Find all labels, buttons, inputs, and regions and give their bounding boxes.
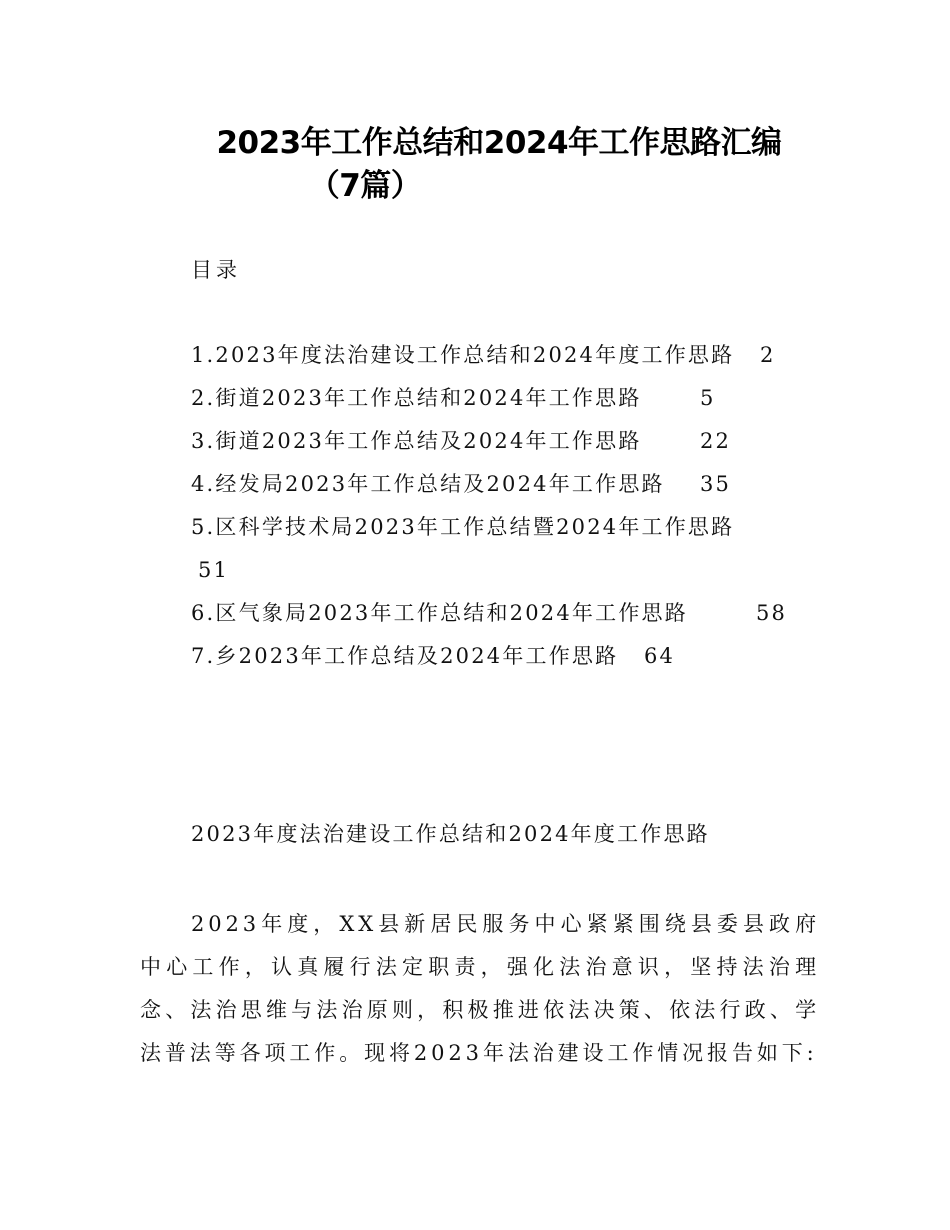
toc-item-page: 22 [700,429,732,453]
toc-heading: 目录 [191,258,241,282]
toc-item[interactable] [191,598,831,641]
toc-item[interactable] [191,383,831,426]
toc-item-page: 51 [198,558,230,582]
toc-item-page: 64 [644,644,676,668]
toc-item[interactable] [191,426,831,469]
toc-item[interactable] [191,512,831,598]
toc-item-label: 5.区科学技术局2023年工作总结暨2024年工作思路 [191,515,735,539]
toc-item[interactable] [191,469,831,512]
toc-item-label: 7.乡2023年工作总结及2024年工作思路 [191,644,619,668]
table-of-contents [191,340,831,684]
body-paragraph: 2023年度，XX县新居民服务中心紧紧围绕县委县政府中心工作，认真履行法定职责，强化法治意识，坚持法治理念、法治思维与法治原则，积极推进依法决策、依法行政、学法普法等各项工作。现将2023年法治建设工作情况报告如下: [140,912,820,1065]
toc-item-page: 35 [700,472,732,496]
toc-item-page: 58 [756,601,788,625]
toc-item-label: 2.街道2023年工作总结和2024年工作思路 [191,386,642,410]
toc-item-label: 4.经发局2023年工作总结及2024年工作思路 [191,472,665,496]
section-title: 2023年度法治建设工作总结和2024年度工作思路 [191,822,710,846]
toc-item[interactable] [191,641,831,684]
toc-item-label: 1.2023年度法治建设工作总结和2024年度工作思路 [191,343,735,367]
toc-item-page: 5 [700,386,716,410]
toc-item-page: 2 [760,343,776,367]
document-subtitle: （7篇） [308,168,422,204]
toc-item-label: 6.区气象局2023年工作总结和2024年工作思路 [191,601,688,625]
toc-item-label: 3.街道2023年工作总结及2024年工作思路 [191,429,642,453]
document-title: 2023年工作总结和2024年工作思路汇编 [216,125,782,161]
toc-item[interactable] [191,340,831,383]
